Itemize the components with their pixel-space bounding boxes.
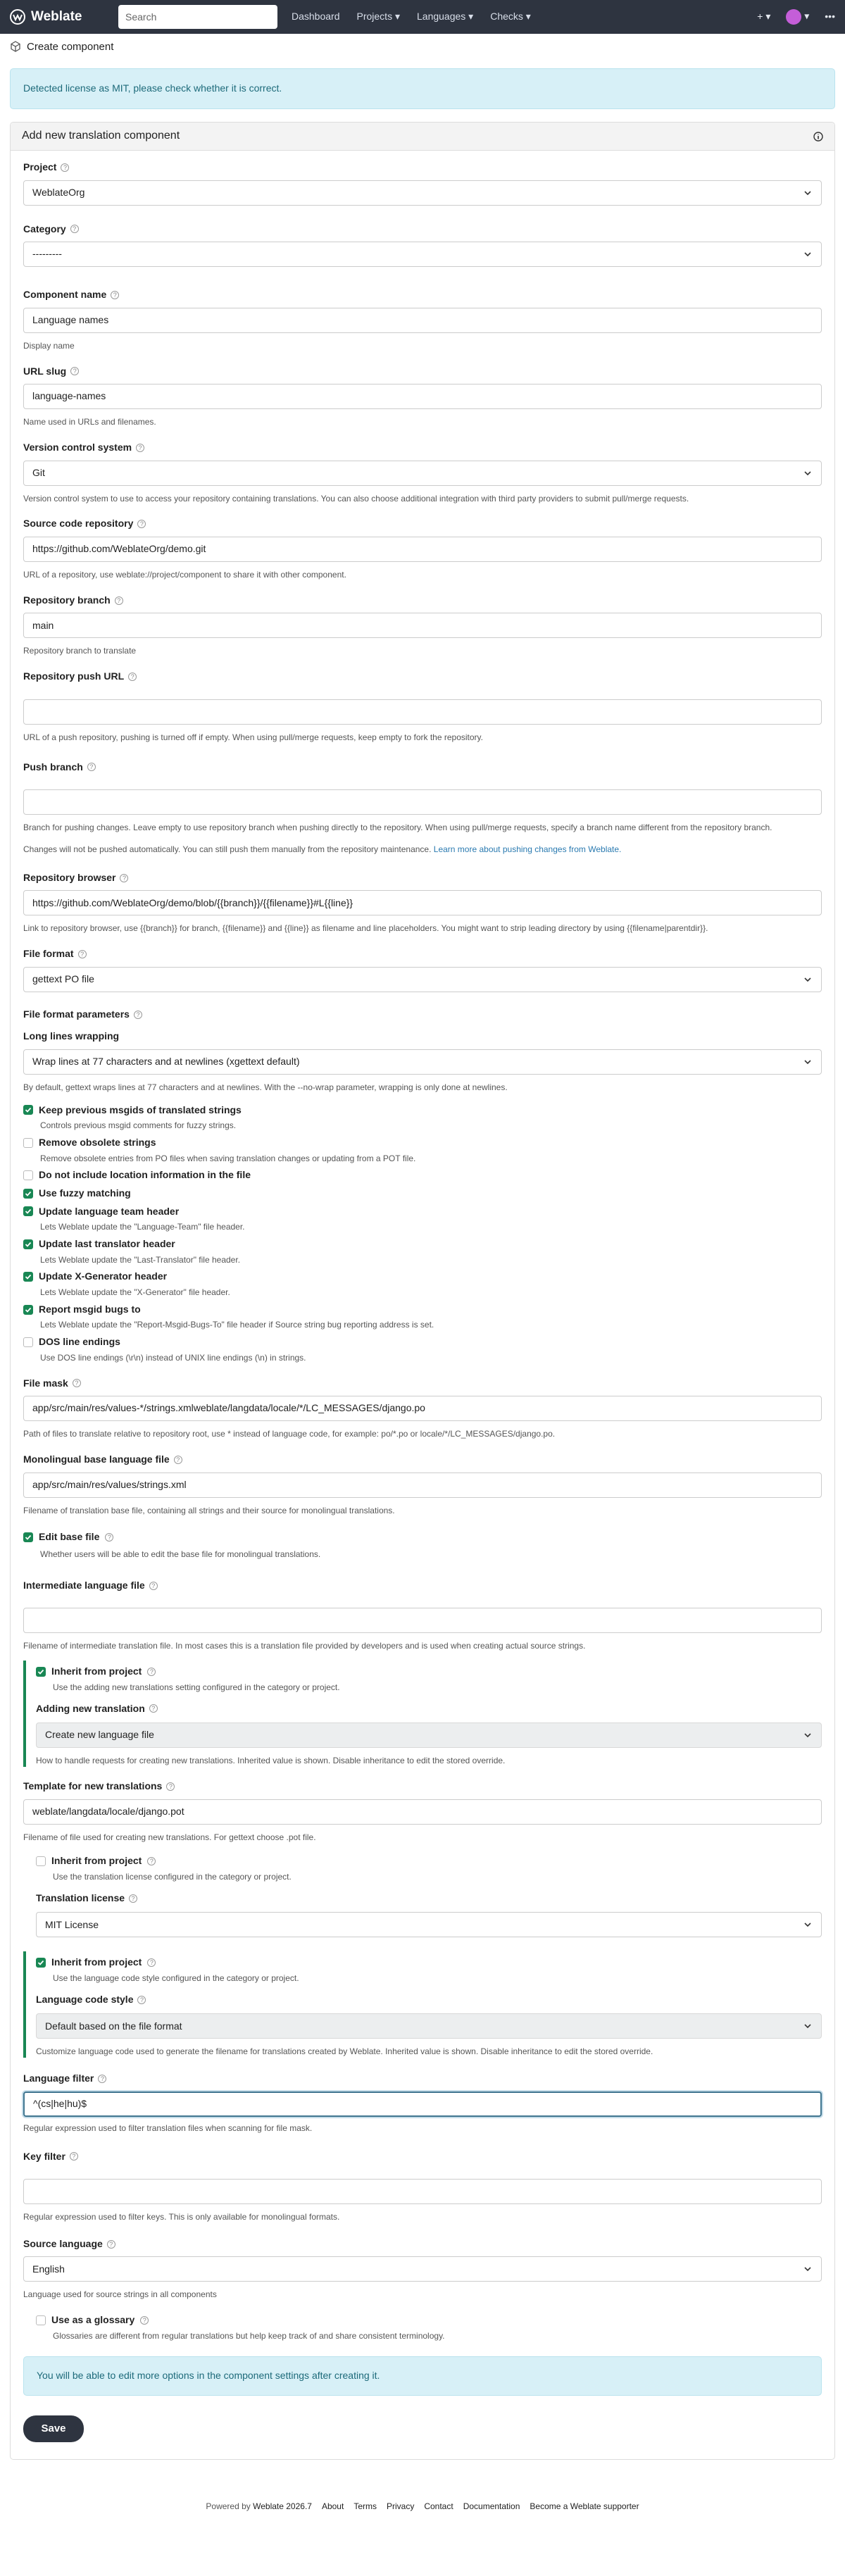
category-label [23,223,822,237]
help-icon[interactable]: ? [174,1456,182,1464]
source-lang-label-text: Source language [23,2237,103,2249]
adding-new-label [36,1702,822,1716]
nav-projects-dropdown[interactable]: Projects ▾ [356,11,400,23]
footer-about-link[interactable]: About [321,2501,344,2511]
lang-filter-input[interactable] [23,2092,822,2117]
help-icon[interactable]: ? [111,291,119,299]
repo-browser-help: Link to repository browser, use {{branch}} for branch, {{filename}} and {{line}} as filename and line placeholders. You might want to strip leading directory by using {{filename|parentdir}}. [23,923,708,934]
inherit-code-checkbox[interactable] [36,1958,46,1968]
edit-base-label: Edit base file [39,1531,100,1543]
user-menu-button[interactable] [786,9,809,25]
code-style-inherit-group [23,1951,822,2058]
param-checkbox[interactable] [23,1138,33,1148]
help-icon[interactable]: ? [149,1582,158,1590]
edit-base-help: Whether users will be able to edit the base file for monolingual translations. [40,1549,321,1559]
weblate-logo-icon [10,9,25,25]
inherit-new-checkbox[interactable] [36,1667,46,1677]
license-label-text: Translation license [36,1892,125,1903]
param-checkbox[interactable] [23,1239,33,1249]
file-mask-label-text: File mask [23,1377,68,1389]
param-checkbox-row[interactable] [23,1136,822,1150]
lang-filter-label-text: Language filter [23,2072,94,2084]
file-format-label [23,947,822,961]
code-style-label [36,1993,822,2007]
info-icon[interactable] [813,132,823,142]
param-checkbox[interactable] [23,1337,33,1347]
license-label [36,1892,822,1906]
component-name-label-text: Component name [23,289,107,301]
repo-browser-value: https://github.com/WeblateOrg/demo/blob/{{branch}}/{{filename}}#L{{line}} [32,896,353,908]
repo-branch-label-text: Repository branch [23,594,111,606]
help-icon[interactable]: ? [147,1857,156,1865]
param-checkbox-row[interactable] [23,1168,822,1182]
category-select[interactable] [23,242,822,267]
template-new-label [23,1780,822,1794]
inherit-code-checkbox-row[interactable] [36,1951,822,1970]
edit-base-checkbox[interactable] [23,1532,33,1542]
url-slug-label-text: URL slug [23,365,67,377]
help-icon[interactable]: ? [134,1011,142,1019]
long-lines-help: By default, gettext wraps lines at 77 characters and at newlines. With the --no-wrap parameter, wrapping is only done at newlines. [23,1082,508,1092]
project-label [23,161,822,175]
chevron-down-icon [803,2021,813,2031]
chevron-down-icon [803,2264,813,2274]
inherit-license-checkbox-row[interactable] [36,1854,822,1868]
intermediate-label-text: Intermediate language file [23,1579,145,1591]
footer-privacy-link[interactable]: Privacy [386,2501,415,2511]
chevron-down-icon [803,975,813,984]
file-format-select[interactable] [23,967,822,992]
source-repo-label [23,517,822,531]
source-lang-select[interactable] [23,2256,822,2282]
repo-browser-input[interactable] [23,890,822,915]
inherit-license-label: Inherit from project [51,1855,142,1867]
mono-base-value: app/src/main/res/values/strings.xml [32,1478,187,1490]
help-icon[interactable]: ? [78,950,87,958]
footer-supporter-link[interactable]: Become a Weblate supporter [530,2501,639,2511]
adding-new-label-text: Adding new translation [36,1702,145,1714]
card-title: Add new translation component [22,130,180,142]
help-icon[interactable]: ? [129,1894,137,1903]
category-select-value: --------- [32,248,62,260]
mono-base-input[interactable] [23,1473,822,1498]
template-new-label-text: Template for new translations [23,1780,163,1792]
glossary-label: Use as a glossary [51,2314,135,2326]
help-icon[interactable]: ? [70,367,79,375]
breadcrumb [0,34,845,59]
source-lang-value: English [32,2263,65,2275]
push-url-label [23,670,822,684]
param-label: Use fuzzy matching [39,1187,131,1199]
file-mask-help: Path of files to translate relative to repository root, use * instead of language code, for example: po/*.po or locale/*/LC_MESSAGES/django.po. [23,1429,556,1439]
vcs-select[interactable] [23,461,822,486]
inherit-code-label: Inherit from project [51,1956,142,1968]
license-inherit-group [23,1854,822,1937]
chevron-down-icon [803,468,813,478]
vcs-help: Version control system to use to access your repository containing translations. You can also choose additional integration with third party providers to submit pull/merge requests. [23,493,689,504]
push-branch-help-2-text: Changes will not be pushed automatically. You can still push them manually from the repository maintenance. [23,844,432,854]
repo-branch-label [23,594,822,608]
project-select-value: WeblateOrg [32,186,85,198]
footer-documentation-link[interactable]: Documentation [463,2501,520,2511]
help-icon[interactable]: ? [128,673,137,681]
help-icon[interactable]: ? [107,2240,115,2249]
chevron-down-icon [803,188,813,198]
source-lang-help: Language used for source strings in all components [23,2289,217,2300]
file-format-params-list [23,1103,822,1364]
param-help: Use DOS line endings (\r\n) instead of UNIX line endings (\n) in strings. [40,1352,306,1363]
check-icon [25,1190,32,1197]
intermediate-help: Filename of intermediate translation file. In most cases this is a translation file provided by developers and is used when creating actual source strings. [23,1641,586,1651]
param-help: Lets Weblate update the "Report-Msgid-Bugs-To" file header if Source string bug reporting address is set. [40,1320,434,1330]
long-lines-select[interactable] [23,1049,822,1075]
push-branch-help-2 [23,844,822,856]
weblate-logo[interactable] [10,8,108,27]
file-mask-input[interactable] [23,1396,822,1421]
check-icon [37,1668,44,1675]
param-label: Update X-Generator header [39,1270,168,1282]
top-navbar [0,0,845,34]
push-url-label-text: Repository push URL [23,670,125,682]
intermediate-label [23,1579,822,1593]
nav-dashboard[interactable]: Dashboard [292,11,340,23]
new-translation-inherit-group [23,1661,822,1767]
inherit-new-label: Inherit from project [51,1665,142,1677]
add-component-card [10,122,835,2460]
component-name-value: Language names [32,313,109,325]
adding-new-value: Create new language file [45,1729,154,1741]
template-new-value: weblate/langdata/locale/django.pot [32,1805,184,1817]
code-style-help: Customize language code used to generate the filename for translations created by Weblate. Inherited value is shown. Disable inheritance to edit the stored override. [36,2046,653,2057]
file-format-params-label [23,1008,822,1022]
mono-base-help: Filename of translation base file, containing all strings and their source for monolingual translations. [23,1505,395,1515]
push-branch-label-text: Push branch [23,761,83,773]
code-style-select[interactable] [36,2013,822,2039]
repo-browser-label [23,871,822,885]
help-icon[interactable]: ? [136,444,144,452]
long-lines-label-text: Long lines wrapping [23,1030,120,1042]
help-icon[interactable]: ? [73,1379,81,1387]
component-name-label [23,288,822,302]
nav-languages-dropdown[interactable]: Languages ▾ [417,11,474,23]
breadcrumb-text: Create component [27,40,114,53]
param-checkbox-row[interactable] [23,1270,822,1284]
key-filter-label-text: Key filter [23,2150,65,2162]
more-options-alert-text: You will be able to edit more options in the component settings after creating it. [37,2369,380,2381]
param-checkbox[interactable] [23,1105,33,1115]
avatar [786,9,801,25]
check-icon [25,1208,32,1215]
vcs-label-text: Version control system [23,441,132,453]
url-slug-input[interactable] [23,384,822,409]
file-mask-value: app/src/main/res/values-*/strings.xmlweblate/langdata/locale/*/LC_MESSAGES/django.po [32,1402,425,1414]
push-branch-label [23,761,822,775]
inherit-code-help: Use the language code style configured in the category or project. [53,1972,299,1983]
mono-base-label [23,1453,822,1467]
project-label-text: Project [23,161,57,173]
param-help: Lets Weblate update the "Language-Team" file header. [40,1222,245,1232]
check-icon [25,1106,32,1113]
help-icon[interactable]: ? [61,163,69,172]
help-icon[interactable]: ? [147,1958,156,1967]
param-help: Lets Weblate update the "X-Generator" file header. [40,1287,230,1298]
file-format-params-label-text: File format parameters [23,1008,130,1020]
inherit-new-checkbox-row[interactable] [36,1661,822,1679]
source-repo-value: https://github.com/WeblateOrg/demo.git [32,543,206,555]
param-checkbox-row[interactable] [23,1187,822,1201]
param-checkbox[interactable] [23,1305,33,1315]
help-icon[interactable]: ? [120,874,128,882]
lang-filter-help: Regular expression used to filter translation files when scanning for file mask. [23,2122,313,2133]
template-new-help: Filename of file used for creating new translations. For gettext choose .pot file. [23,1832,316,1842]
key-filter-input[interactable] [23,2179,822,2204]
url-slug-label [23,365,822,379]
source-lang-label [23,2237,822,2251]
param-checkbox[interactable] [23,1206,33,1216]
url-slug-help: Name used in URLs and filenames. [23,417,156,427]
search-input[interactable] [118,5,277,29]
footer-contact-link[interactable]: Contact [424,2501,453,2511]
repo-branch-input[interactable] [23,613,822,638]
footer-terms-link[interactable]: Terms [353,2501,377,2511]
param-label: Update language team header [39,1205,180,1217]
edit-base-checkbox-row[interactable] [23,1530,822,1544]
adding-new-help: How to handle requests for creating new translations. Inherited value is shown. Disable inheritance to edit the stored override. [36,1756,506,1766]
help-icon[interactable]: ? [70,2152,78,2161]
long-lines-value: Wrap lines at 77 characters and at newlines (xgettext default) [32,1056,300,1068]
help-icon[interactable]: ? [105,1533,113,1542]
chevron-down-icon [803,1730,813,1740]
long-lines-label [23,1030,822,1044]
param-checkbox[interactable] [23,1170,33,1180]
adding-new-select[interactable] [36,1722,822,1748]
param-checkbox-row[interactable] [23,1303,822,1317]
help-icon[interactable]: ? [140,2316,149,2325]
file-mask-label [23,1377,822,1391]
lang-filter-value: ^(cs|he|hu)$ [33,2097,87,2109]
key-filter-help: Regular expression used to filter keys. This is only available for monolingual formats. [23,2212,340,2222]
footer [10,2501,835,2513]
repo-browser-label-text: Repository browser [23,871,116,883]
more-options-alert [23,2356,822,2396]
intermediate-input[interactable] [23,1608,822,1633]
check-icon [25,1241,32,1248]
template-new-input[interactable] [23,1799,822,1825]
check-icon [25,1306,32,1313]
chevron-down-icon [803,249,813,259]
component-name-input[interactable] [23,308,822,333]
source-repo-input[interactable] [23,537,822,562]
repo-branch-help: Repository branch to translate [23,646,137,656]
push-url-help: URL of a push repository, pushing is turned off if empty. When using pull/merge requests, keep empty to fork the repository. [23,732,483,742]
file-format-label-text: File format [23,948,74,960]
chevron-down-icon [803,1057,813,1067]
param-checkbox[interactable] [23,1272,33,1282]
param-label: DOS line endings [39,1336,120,1348]
license-value: MIT License [45,1918,99,1930]
check-icon [25,1534,32,1541]
url-slug-value: language-names [32,390,106,402]
vcs-label [23,441,822,455]
check-icon [25,1273,32,1280]
cube-icon [10,41,21,52]
param-label: Update last translator header [39,1238,175,1250]
card-header [11,123,834,151]
glossary-help: Glossaries are different from regular translations but help keep track of and share consistent terminology. [53,2330,445,2341]
source-repo-label-text: Source code repository [23,518,134,530]
save-button[interactable]: Save [23,2415,84,2442]
category-label-text: Category [23,223,66,235]
code-style-label-text: Language code style [36,1993,134,2005]
check-icon [37,1959,44,1966]
code-style-value: Default based on the file format [45,2020,182,2032]
footer-version-link[interactable]: Weblate 2026.7 [253,2501,312,2511]
help-icon[interactable]: ? [166,1782,175,1791]
vcs-select-value: Git [32,466,45,478]
help-icon[interactable]: ? [149,1704,158,1713]
param-checkbox-row[interactable] [23,1237,822,1251]
footer-powered [206,2501,312,2513]
param-help: Lets Weblate update the "Last-Translator" file header. [40,1254,241,1265]
inherit-license-help: Use the translation license configured in the category or project. [53,1871,292,1882]
glossary-checkbox-row[interactable] [23,2313,822,2327]
param-label: Remove obsolete strings [39,1137,156,1149]
push-branch-help: Branch for pushing changes. Leave empty to use repository branch when pushing directly to the repository. When using pull/merge requests, specify a branch name different from the repository branch. [23,823,772,833]
push-url-input[interactable] [23,699,822,725]
param-label: Do not include location information in the file [39,1169,251,1181]
add-menu-button[interactable]: + ▾ [757,11,771,23]
repo-branch-value: main [32,619,54,631]
component-name-help: Display name [23,340,75,351]
help-icon[interactable]: ? [87,763,96,771]
param-label: Report msgid bugs to [39,1303,141,1315]
help-icon[interactable]: ? [98,2075,106,2083]
param-checkbox-row[interactable] [23,1335,822,1349]
glossary-checkbox[interactable] [36,2315,46,2325]
app-name: Weblate [31,8,82,24]
param-help: Controls previous msgid comments for fuzzy strings. [40,1120,237,1131]
help-icon[interactable]: ? [137,520,146,528]
param-checkbox-row[interactable] [23,1103,822,1118]
param-label: Keep previous msgids of translated strings [39,1103,242,1115]
help-icon[interactable]: ? [115,596,123,605]
key-filter-label [23,2150,822,2164]
project-select[interactable] [23,180,822,206]
help-icon[interactable]: ? [137,1996,146,2004]
license-alert [10,68,835,109]
source-repo-help: URL of a repository, use weblate://project/component to share it with other component. [23,569,346,580]
footer-powered-text: Powered by [206,2501,251,2511]
inherit-new-help: Use the adding new translations setting configured in the category or project. [53,1682,340,1692]
inherit-license-checkbox[interactable] [36,1856,46,1866]
chevron-down-icon [803,1920,813,1930]
file-format-value: gettext PO file [32,973,94,984]
more-menu-button[interactable]: ••• [825,11,835,23]
param-checkbox-row[interactable] [23,1205,822,1219]
help-icon[interactable]: ? [70,225,79,233]
nav-checks-dropdown[interactable]: Checks ▾ [490,11,531,23]
pushing-changes-link[interactable]: Learn more about pushing changes from Weblate. [433,844,622,854]
license-select[interactable] [36,1912,822,1937]
license-alert-text: Detected license as MIT, please check whether it is correct. [23,82,282,94]
push-branch-input[interactable] [23,789,822,815]
user-menu-caret: ▾ [804,10,810,22]
param-help: Remove obsolete entries from PO files when saving translation changes or updating from a POT file. [40,1153,416,1163]
param-checkbox[interactable] [23,1189,33,1199]
lang-filter-label [23,2072,822,2086]
mono-base-label-text: Monolingual base language file [23,1453,170,1465]
help-icon[interactable]: ? [147,1668,156,1676]
